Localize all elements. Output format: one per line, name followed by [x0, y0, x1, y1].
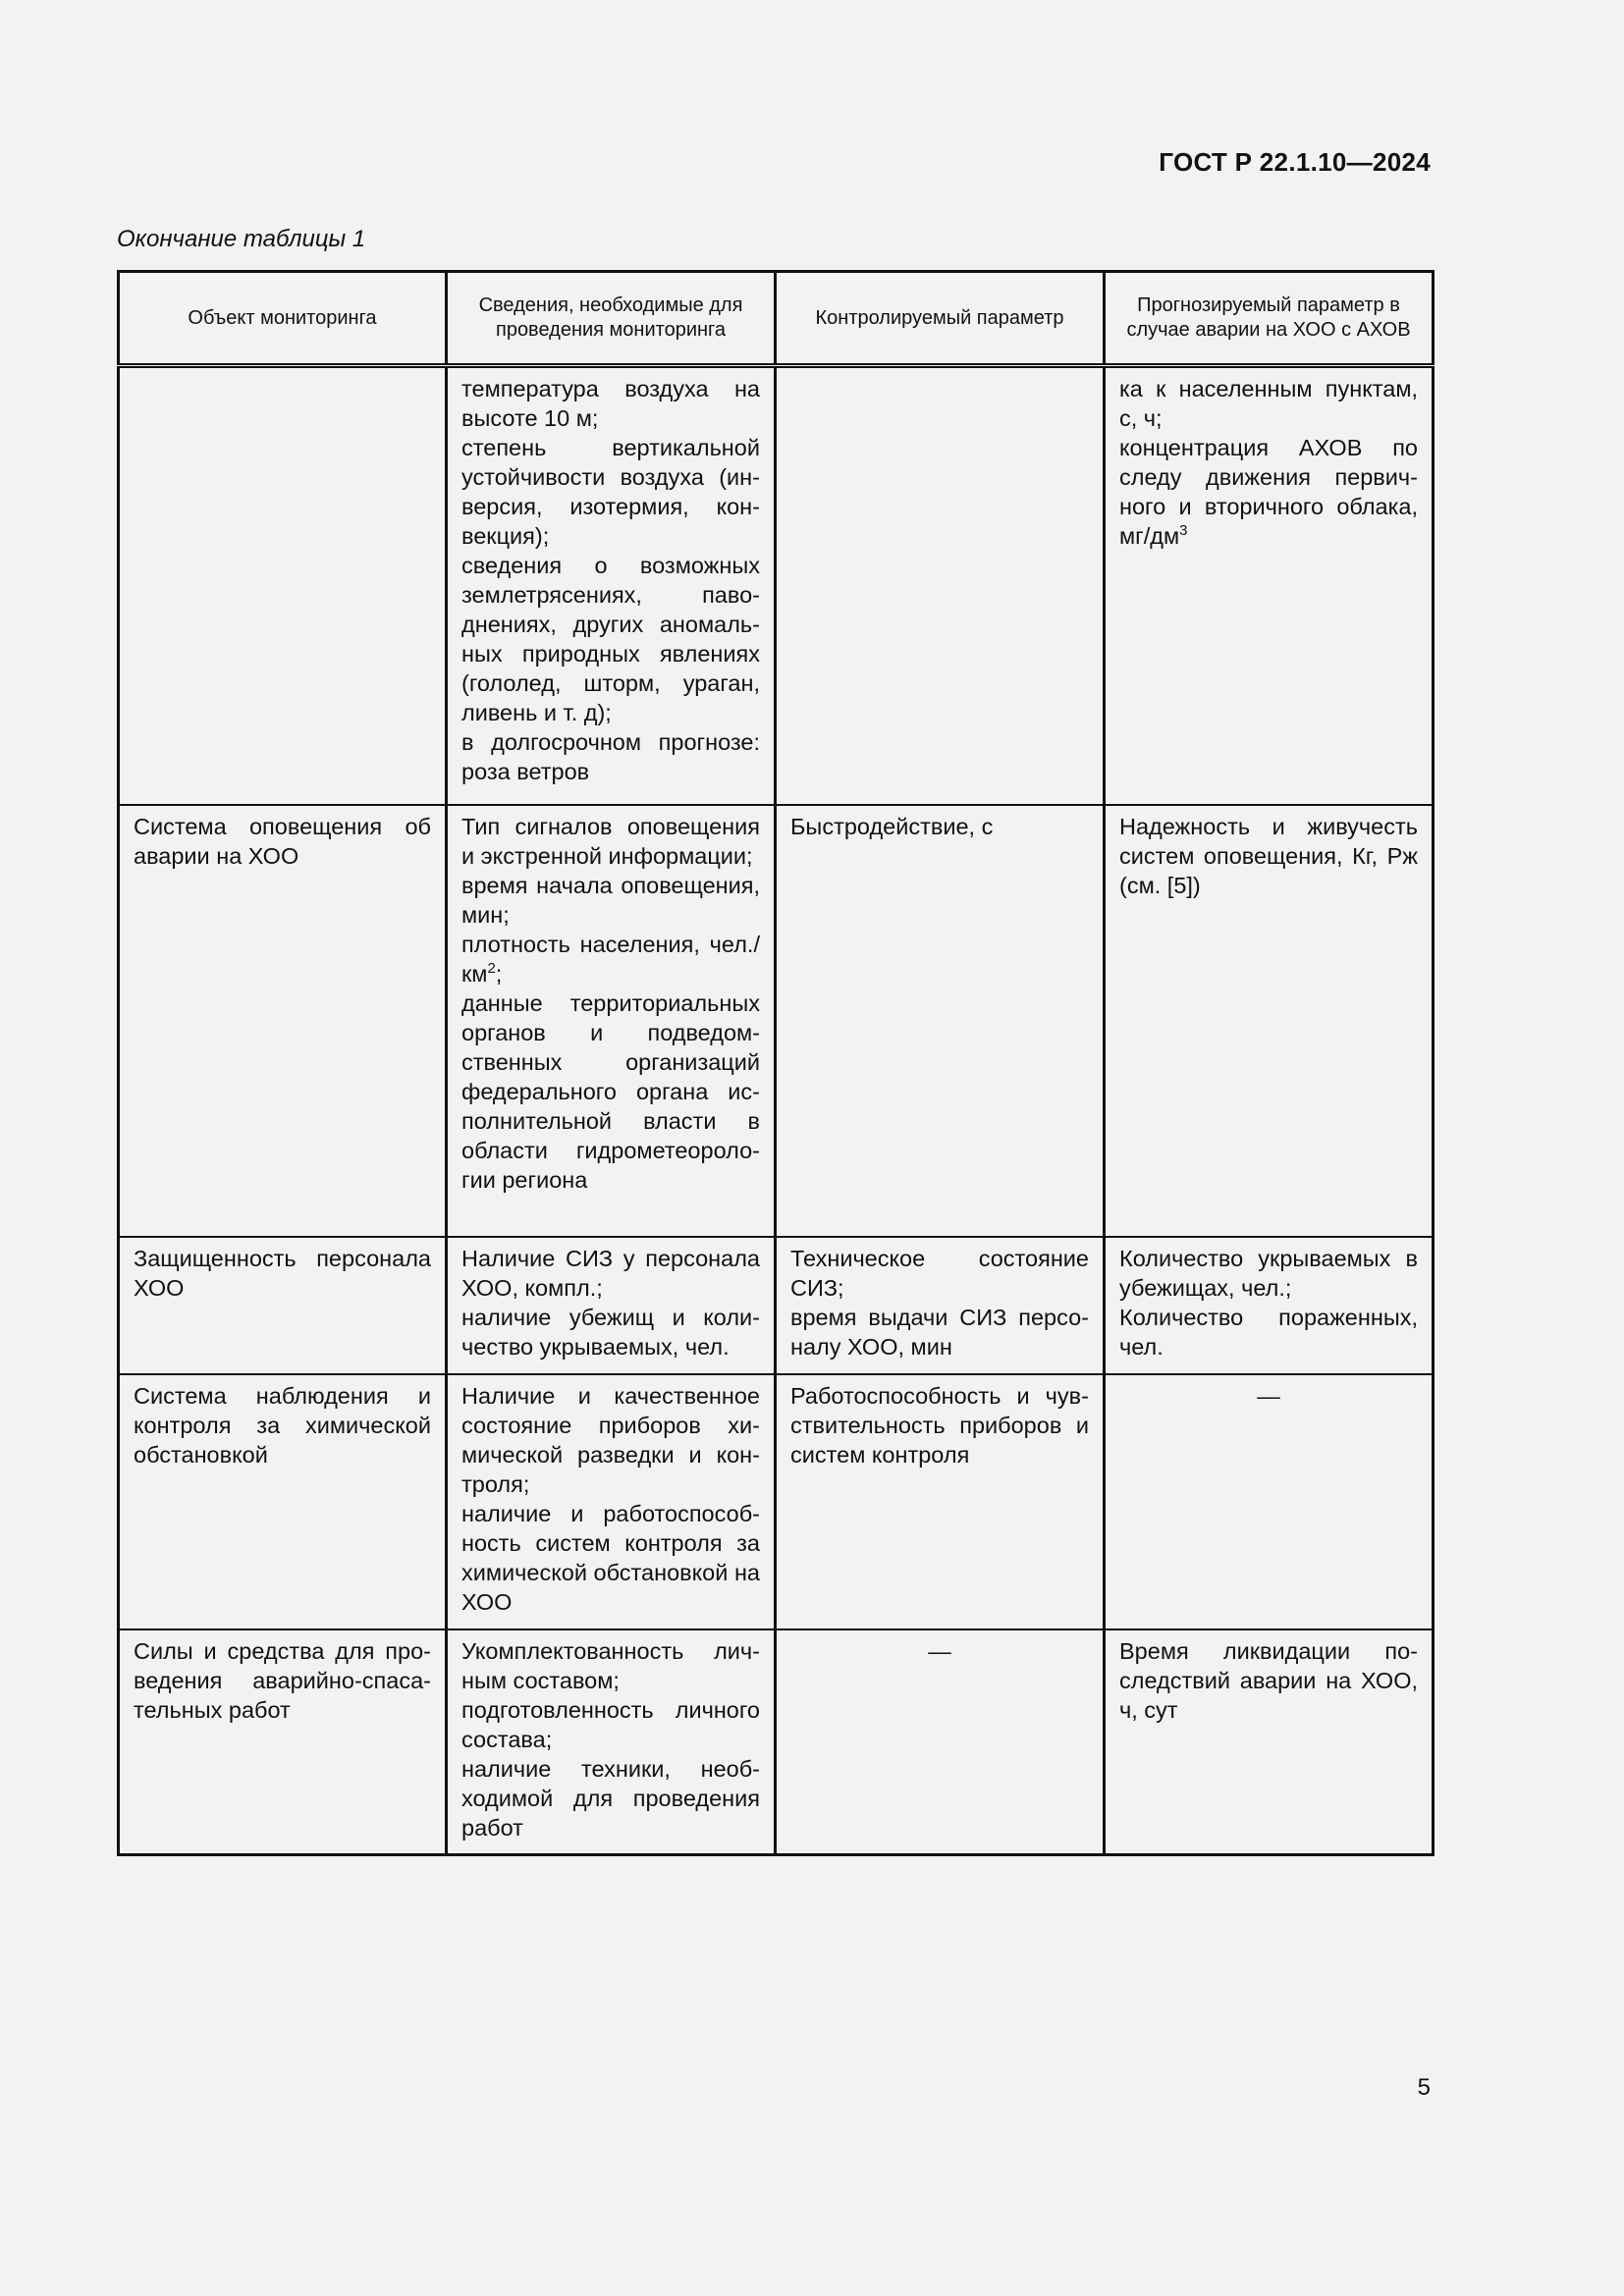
table-row [119, 1629, 1434, 1855]
cell-info [447, 1237, 776, 1374]
cell-object [119, 366, 447, 805]
cell-dash: — [928, 1637, 951, 1664]
cell-line: Наличие СИЗ у персонала ХОО, компл.; [461, 1245, 760, 1301]
cell-object: Система оповещения об аварии на ХОО [119, 805, 447, 1237]
cell-controlled [776, 805, 1105, 1237]
cell-controlled [776, 1237, 1105, 1374]
cell-object: Система наблюдения и контроля за химической обстановкой [119, 1374, 447, 1629]
cell-line: Укомплектованность личным составом; [461, 1637, 760, 1693]
cell-line: наличие и работоспособность систем контроля за химической обстановкой на ХОО [461, 1500, 760, 1615]
table-row [119, 805, 1434, 1237]
cell-line: Быстродействие, с [790, 813, 994, 839]
table-row [119, 1237, 1434, 1374]
table-row [119, 1374, 1434, 1629]
cell-info [447, 805, 776, 1237]
table-row [119, 366, 1434, 805]
standard-code: ГОСТ Р 22.1.10—2024 [1159, 147, 1431, 177]
cell-info [447, 1629, 776, 1855]
cell-info [447, 366, 776, 805]
table-header-row [119, 272, 1434, 366]
cell-line: наличие убежищ и количество укрываемых, чел. [461, 1304, 760, 1360]
cell-line: Тип сигналов оповещения и экстренной информации; [461, 813, 760, 869]
cell-line-text: концентрация АХОВ по следу движения первичного и вторичного облака, мг/дм [1119, 435, 1418, 549]
cell-line-text: плотность населения, чел./км [461, 931, 760, 987]
cell-line: Техническое состояние СИЗ; [790, 1245, 1089, 1301]
cell-line: сведения о возможных землетрясениях, паводнениях, других аномальных природных явлениях (гололед, шторм, ураган, ливень и т. д); [461, 553, 760, 725]
cell-line [461, 930, 760, 988]
cell-line: наличие техники, необходимой для проведения работ [461, 1755, 760, 1841]
column-header-controlled: Контролируемый параметр [776, 272, 1105, 366]
cell-forecast [1105, 1237, 1434, 1374]
cell-line: температура воздуха на высоте 10 м; [461, 376, 760, 431]
cell-forecast [1105, 805, 1434, 1237]
cell-controlled [776, 366, 1105, 805]
cell-line [1119, 433, 1418, 551]
cell-line: подготовленность личного состава; [461, 1696, 760, 1752]
cell-dash: — [1257, 1382, 1280, 1409]
column-header-object: Объект мониторинга [119, 272, 447, 366]
column-header-forecast: Прогнозируемый параметр в случае аварии на ХОО с АХОВ [1105, 272, 1434, 366]
superscript: 2 [487, 959, 496, 977]
cell-info [447, 1374, 776, 1629]
cell-line: ка к населенным пунктам, с, ч; [1119, 376, 1418, 431]
cell-line: в долгосрочном прогнозе: роза ветров [461, 729, 760, 784]
table-caption: Окончание таблицы 1 [117, 226, 366, 252]
cell-forecast [1105, 366, 1434, 805]
cell-forecast [1105, 1629, 1434, 1855]
cell-line: Количество укрываемых в убежищах, чел.; [1119, 1245, 1418, 1301]
cell-object: Защищенность персонала ХОО [119, 1237, 447, 1374]
page-number: 5 [1417, 2074, 1431, 2101]
cell-line: время начала оповещения, мин; [461, 872, 760, 928]
cell-line: Надежность и живучесть систем оповещения, Кг, Рж (см. [5]) [1119, 813, 1418, 898]
cell-line: Работоспособность и чувствительность приборов и систем контроля [790, 1382, 1089, 1468]
cell-controlled [776, 1374, 1105, 1629]
cell-line: данные территориальных органов и подведомственных организаций федерального органа исполнительной власти в области гидрометеорологии региона [461, 989, 760, 1193]
cell-forecast [1105, 1374, 1434, 1629]
column-header-info: Сведения, необходимые для проведения мониторинга [447, 272, 776, 366]
cell-line: Время ликвидации последствий аварии на ХОО, ч, сут [1119, 1637, 1418, 1723]
cell-object: Силы и средства для проведения аварийно-спасательных работ [119, 1629, 447, 1855]
cell-controlled [776, 1629, 1105, 1855]
cell-line-suffix: ; [495, 960, 503, 987]
cell-line: степень вертикальной устойчивости воздуха (инверсия, изотермия, конвекция); [461, 435, 760, 549]
cell-line: время выдачи СИЗ персоналу ХОО, мин [790, 1304, 1089, 1360]
superscript: 3 [1179, 522, 1188, 539]
cell-line: Наличие и качественное состояние приборов химической разведки и контроля; [461, 1382, 760, 1497]
monitoring-table [117, 270, 1435, 1856]
cell-line: Количество пораженных, чел. [1119, 1304, 1418, 1360]
